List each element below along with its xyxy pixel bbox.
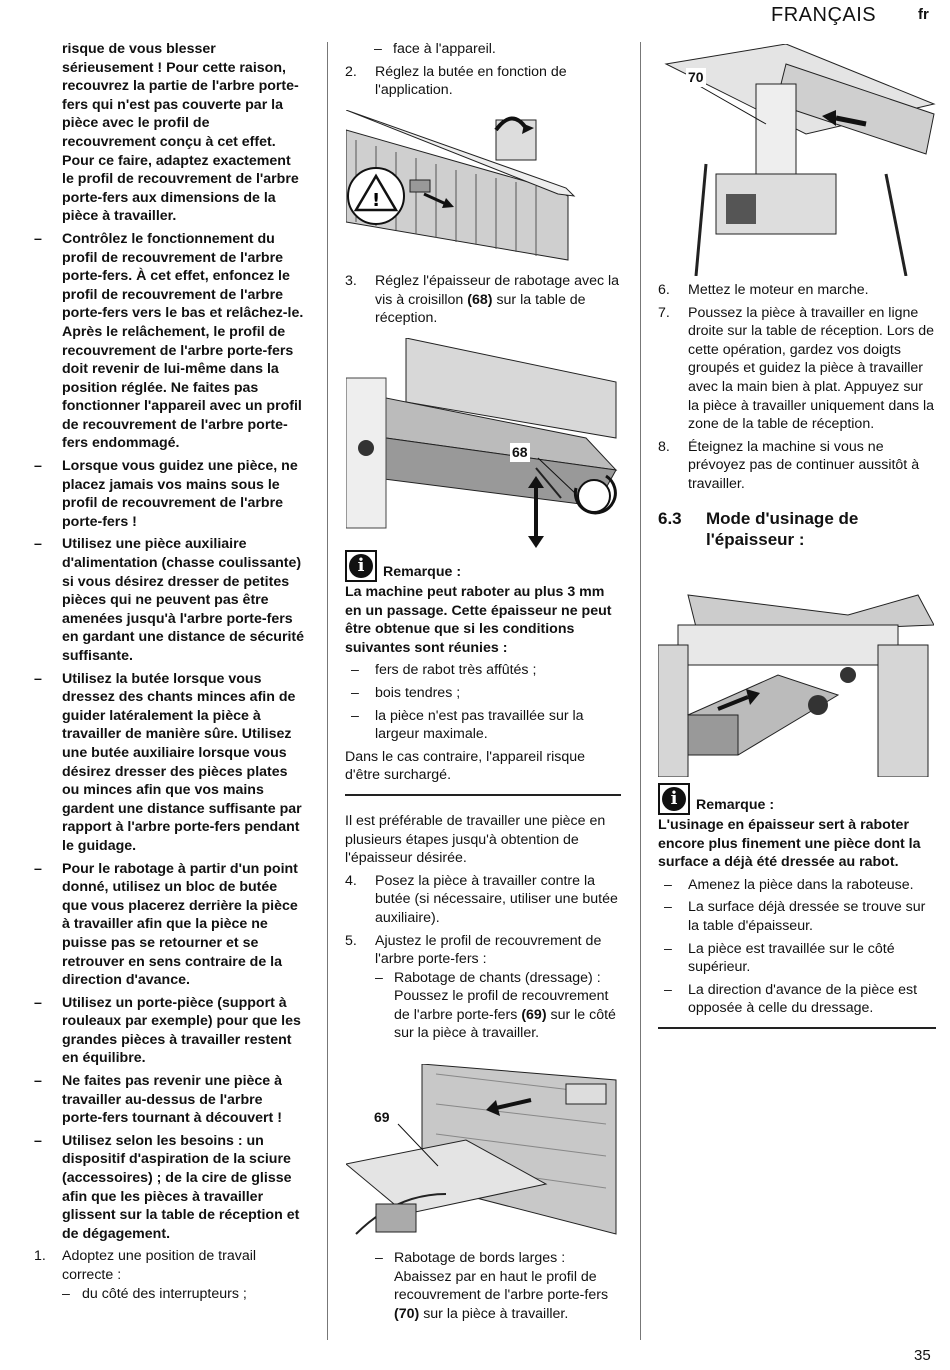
safety-bullet-text: Contrôlez le fonctionnement du profil de recouvrement de l'arbre porte-fers. À cet effet, enfoncez le profil de recouvrement de l'arbre porte-fers vers le bas et relâchez-le. Après le relâchement, le profil de recouvrement de l'arbre porte-fers doit revenir de lui-même dans la position réglée. Ne faites pas fonctionner l'appareil avec un profil de recouvrement de l'arbre porte-fers endommagé. [62,230,304,452]
safety-bullet-text: Utilisez un porte-pièce (support à rouleaux par exemple) pour que les grandes pièces à travailler restent en équilibre. [62,994,301,1067]
note-text: L'usinage en épaisseur sert à raboter encore plus finement une pièce dont la surface a déjà été dressée au rabot. [658,817,921,871]
figure-fence-adjustment [346,110,618,266]
note-item: – la pièce n'est pas travaillée sur la largeur maximale. [351,707,584,743]
step-4 [345,872,621,928]
safety-bullet: – Ne faites pas revenir une pièce à travailler au-dessus de l'arbre porte-fers tournant à découvert ! [34,1073,283,1127]
note-item: – bois tendres ; [351,684,461,701]
safety-bullet: – Utilisez un porte-pièce (support à rouleaux par exemple) pour que les grandes pièces à travailler restent en équilibre. [34,994,301,1067]
column-2 [345,40,623,100]
column-2-step-3 [345,272,623,328]
section-heading [658,508,936,550]
reference-70: (70) [394,1305,420,1322]
note-item: – La direction d'avance de la pièce est opposée à celle du dressage. [664,981,918,1017]
figure-thickness-screw [346,338,621,550]
note-item: – fers de rabot très affûtés ; [351,662,537,679]
step-5-sub: – Rabotage de bords larges : Abaissez par en haut le profil de recouvrement de l'arbre porte-fers (70) sur la pièce à travailler. [375,1250,609,1322]
note-header [345,550,621,582]
step-number: 8. [658,438,670,455]
safety-bullet: – Utilisez la butée lorsque vous dressez des chants minces afin de guider latéralement la pièce à travailler de manière sûre. Utilisez une butée auxiliaire lorsque vous désirez dresser des pièces plates ou minces afin que vos mains gardent une distance suffisante par rapport à l'arbre porte-fers pendant le guidage. [34,670,302,854]
step-sub-text: du côté des interrupteurs ; [82,1285,247,1302]
step-number: 2. [345,63,357,80]
step-text: Mettez le moteur en marche. [688,282,869,298]
note-title: Remarque : [696,797,775,814]
figure-edge-planing [346,1064,620,1244]
step-6 [658,281,936,300]
note-item: – La pièce est travaillée sur le côté supérieur. [664,940,895,976]
step-number: 3. [345,273,357,289]
step-1-sub: – du côté des interrupteurs ; [62,1285,247,1302]
note-divider [345,794,621,796]
paragraph: Il est préférable de travailler une pièce en plusieurs étapes jusqu'à obtention de l'épaisseur désirée. [345,812,606,867]
step-1-sub: – face à l'appareil. [374,41,496,57]
safety-bullet-text: Utilisez selon les besoins : un dispositif d'aspiration de la sciure (accessoires) ; de la cire de glisse afin que les pièces à travailler glissent sur la table de réception et de dégagement. [62,1132,300,1242]
safety-bullet-text: Ne faites pas revenir une pièce à travailler au-dessus de l'arbre porte-fers tournant à découvert ! [62,1073,283,1127]
step-number: 7. [658,304,670,321]
reference-69: (69) [521,1006,547,1023]
column-1 [34,40,306,1303]
figure-label-70: 70 [688,69,704,85]
intro-warning-text: risque de vous blesser sérieusement ! Pour cette raison, recouvrez la partie de l'arbre porte-fers qui n'est pas couverte par la pièce avec le profil de recouvrement conçu à cet effet. Pour ce faire, adaptez exactement le profil de recouvrement de l'arbre porte-fers aux dimensions de la pièce à travailler. [62,41,299,225]
safety-bullet: – Contrôlez le fonctionnement du profil de recouvrement de l'arbre porte-fers. À cet effet, enfoncez le profil de recouvrement de l'arbre porte-fers vers le bas et relâchez-le. Après le relâchement, le profil de recouvrement de l'arbre porte-fers doit revenir de lui-même dans la position réglée. Ne faites pas fonctionner l'appareil avec un profil de recouvrement de l'arbre porte-fers endommagé. [34,230,304,452]
safety-bullet-text: Lorsque vous guidez une pièce, ne placez jamais vos mains sous le profil de recouvrement de l'arbre porte-fers ! [62,458,298,530]
column-divider-2 [640,42,641,1340]
safety-bullet-text: Utilisez la butée lorsque vous dressez des chants minces afin de guider latéralement la pièce à travailler de manière sûre. Utilisez une butée auxiliaire lorsque vous désirez dresser des pièces plates ou minces afin que vos mains gardent une distance suffisante par rapport à l'arbre porte-fers pendant le guidage. [62,670,302,854]
note-item-text: la pièce n'est pas travaillée sur la largeur maximale. [375,707,584,743]
note-end-text: Dans le cas contraire, l'appareil risque d'être surchargé. [345,748,586,784]
note-item-text: La direction d'avance de la pièce est opposée à celle du dressage. [688,981,918,1017]
note-item-text: fers de rabot très affûtés ; [375,662,537,679]
column-2-step-5-sub2 [345,1249,623,1323]
info-icon: i [345,550,377,582]
figure-label-68: 68 [512,444,528,460]
step-text: Éteignez la machine si vous ne prévoyez pas de continuer aussitôt à travailler. [688,438,920,492]
safety-bullet: – Pour le rabotage à partir d'un point donné, utilisez un bloc de butée que vous placerez derrière la pièce à travailler afin que la pièce ne puisse pas se retourner et se retrouver en sens contraire de la direction d'avance. [34,860,298,989]
note-thickness-mode [658,783,936,1029]
section-number: 6.3 [658,508,682,528]
note-item-text: La surface déjà dressée se trouve sur la table d'épaisseur. [688,899,926,934]
safety-bullet-text: Utilisez une pièce auxiliaire d'alimentation (chasse coulissante) si vous désirez dresser de petites pièces qui ne peuvent pas être amenées jusqu'à l'arbre porte-fers en gardant une distance de sécurité suffisante. [62,536,305,664]
section-title: Mode d'usinage de l'épaisseur : [706,508,859,549]
svg-text:!: ! [372,190,381,211]
page-number: 35 [914,1347,931,1364]
step-number: 1. [34,1248,46,1265]
step-text: Posez la pièce à travailler contre la butée (si nécessaire, utiliser une butée auxiliaire). [375,872,618,926]
safety-bullet: – Lorsque vous guidez une pièce, ne placez jamais vos mains sous le profil de recouvrement de l'arbre porte-fers ! [34,458,298,530]
step-sub-text: sur le côté sur la pièce à travailler. [394,1006,616,1042]
step-sub-text: face à l'appareil. [393,41,496,57]
note-title: Remarque : [383,564,462,581]
step-8 [658,438,936,494]
note-item-text: La pièce est travaillée sur le côté supérieur. [688,940,895,976]
note-max-thickness [345,550,621,1043]
step-sub-text: Rabotage de bords larges : Abaissez par en haut le profil de recouvrement de l'arbre porte-fers [394,1250,609,1304]
note-item-text: Amenez la pièce dans la raboteuse. [688,876,914,893]
figure-surface-planing [656,44,936,276]
step-sub-text: sur la pièce à travailler. [423,1305,569,1322]
header-language-code: fr [918,6,929,23]
step-5 [345,932,621,969]
step-1 [34,1247,306,1284]
step-text: sur la table de réception. [375,291,586,327]
figure-label-69: 69 [374,1109,390,1125]
step-2 [345,63,623,100]
step-text: Ajustez le profil de recouvrement de l'arbre porte-fers : [375,932,602,968]
safety-bullet: – Utilisez une pièce auxiliaire d'alimentation (chasse coulissante) si vous désirez dresser de petites pièces qui ne peuvent pas être amenées jusqu'à l'arbre porte-fers en gardant une distance de sécurité suffisante. [34,536,305,664]
step-text: Réglez la butée en fonction de l'application. [375,63,567,99]
note-divider [658,1027,936,1029]
reference-68: (68) [467,291,493,308]
header-language: FRANÇAIS [771,4,877,26]
step-sub-text: Rabotage de chants (dressage) : Poussez le profil de recouvrement de l'arbre porte-fers [394,969,609,1023]
step-number: 6. [658,282,670,298]
step-3 [345,272,623,328]
step-7 [658,304,936,434]
note-item: – Amenez la pièce dans la raboteuse. [664,876,914,893]
step-number: 5. [345,932,357,949]
note-text: La machine peut raboter au plus 3 mm en un passage. Cette épaisseur ne peut être obtenue que si les conditions suivantes sont réunies : [345,584,612,656]
figure-thickness-planing [658,585,934,777]
column-divider-1 [327,42,328,1340]
note-header [658,783,936,815]
note-item: – La surface déjà dressée se trouve sur la table d'épaisseur. [664,899,926,934]
step-text: Réglez l'épaisseur de rabotage avec la vis à croisillon [375,273,620,308]
column-3 [658,281,936,550]
step-5-sub: – Rabotage de chants (dressage) : Poussez le profil de recouvrement de l'arbre porte-fers (69) sur le côté sur la pièce à travailler. [375,969,616,1042]
step-text: Poussez la pièce à travailler en ligne droite sur la table de réception. Lors de cette opération, gardez vos doigts groupés et guidez la pièce à travailler avec la main bien à plat. Appuyez sur la pièce à travailler uniquement dans la zone de la table de réception. [688,304,935,433]
safety-bullet: – Utilisez selon les besoins : un dispositif d'aspiration de la sciure (accessoires) ; de la cire de glisse afin que les pièces à travailler glissent sur la table de réception et de dégagement. [34,1132,300,1242]
safety-bullet-text: Pour le rabotage à partir d'un point donné, utilisez un bloc de butée que vous placerez derrière la pièce à travailler afin que la pièce ne puisse pas se retourner et se retrouver en sens contraire de la direction d'avance. [62,860,298,989]
note-item-text: bois tendres ; [375,684,461,701]
step-text: Adoptez une position de travail correcte : [62,1248,257,1283]
info-icon: i [658,783,690,815]
step-number: 4. [345,872,357,889]
